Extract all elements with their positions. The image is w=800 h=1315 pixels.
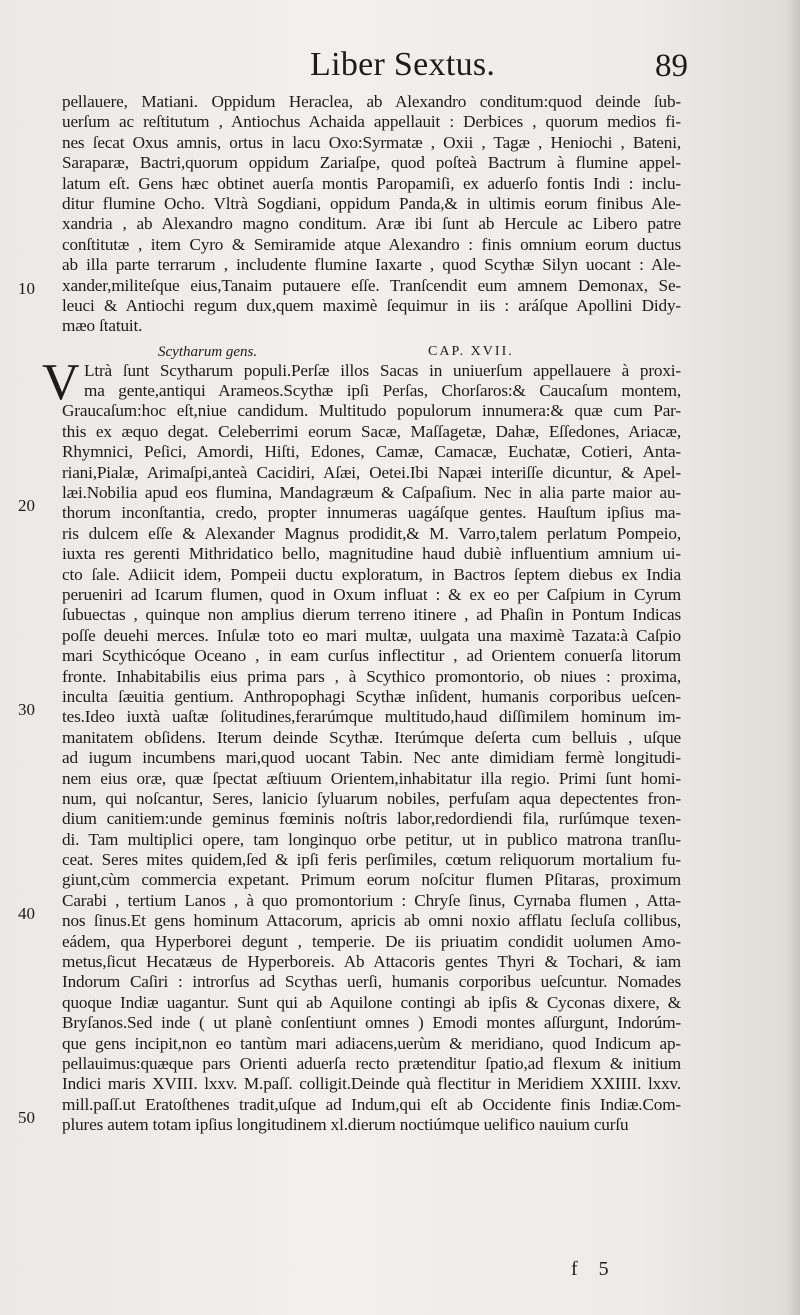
text-line: nos ſinus.Et gens hominum Attacorum, apricis ab omni noxio afflatu ſecluſa collibus,: [62, 911, 681, 931]
text-line: ma gente,antiqui Arameos.Scythæ ipſi Perſas, Chorſaros:& Caucaſum montem,: [84, 381, 681, 401]
text-line: iuxta res gerenti Mithridatico bello, magnitudine haud dubiè influentium amnium ui-: [62, 544, 681, 564]
text-line: nes ſecat Oxus amnis, ortus in lacu Oxo:Syrmatæ , Oxii , Tagæ , Heniochi , Bateni,: [62, 132, 681, 152]
text-line: quoque Indiæ uagantur. Sunt qui ab Aquilone contingi ab ipſis & Cyconas dixere, &: [62, 992, 681, 1012]
page-number: 89: [655, 48, 688, 84]
text-line: num, qui noſcantur, Seres, lanicio ſyluarum nobiles, perfuſam aqua depectentes fron-: [62, 788, 681, 808]
text-line: uerſum ac reſtitutum , Antiochus Achaida appellauit : Derbices , quorum medios fi-: [62, 112, 681, 132]
text-line: dium canitiem:unde geminus fœminis noſtris labor,redordiendi fila, rurſúmque texen-: [62, 809, 681, 829]
text-line: perueniri ad Icarum flumen, quod in Oxum influat : & ex eo per Caſpium in Cyrum: [62, 584, 681, 604]
text-line: mill.paſſ.ut Eratoſthenes tradit,uſque ad Indum,qui eſt ab Occidente finis Indiæ.Com-: [62, 1094, 681, 1114]
line-number: 10: [18, 279, 35, 298]
text-line: Rhymnici, Peſici, Amordi, Hiſti, Edones, Camæ, Camacæ, Euchatæ, Cotieri, Anta-: [62, 442, 681, 462]
text-line: ris dulcem eſſe & Alexander Magnus prodidit,& M. Varro,talem perlatum Pompeio,: [62, 523, 681, 543]
text-line: que gens incipit,non eo tantùm mari adiacens,uerùm & meridiano, quod Indicum ap-: [62, 1033, 681, 1053]
drop-cap-lines: [62, 361, 681, 402]
paragraph: [62, 92, 681, 337]
line-number: 40: [18, 904, 35, 923]
text-line: ceat. Seres mites quidem,ſed & ipſi feris perſimiles, cœtum reliquorum mortalium fu-: [62, 850, 681, 870]
text-line: Carabi , tertium Lanos , à quo promontorium : Chryſe ſinus, Cyrnaba flumen , Atta-: [62, 890, 681, 910]
text-line: metus,ſicut Hecatæus de Hyperboreis. Ab Attacoris gentes Thyri & Tochari, & iam: [62, 952, 681, 972]
text-line: ab illa parte terrarum , includente flumine Iaxarte , quod Scythæ Silyn uocant : Ale-: [62, 255, 681, 275]
main-text: [42, 92, 681, 1136]
line-number: 20: [18, 496, 35, 515]
text-line: Graucaſum:hoc eſt,niue candidum. Multitudo populorum innumera:& quæ cum Par-: [62, 401, 681, 421]
text-line: thorum inconſtantia, credo, propter innumeras uagáſque gentes. Hauſtum ipſius ma-: [62, 503, 681, 523]
text-line: xander,militeſque eius,Tanaim putauere eſſe. Tranſcendit eum amnem Demonax, Se-: [62, 275, 681, 295]
text-line: eádem, qua Hyperborei degunt , temperie. De iis priuatim condidit uolumen Amo-: [62, 931, 681, 951]
text-line: giunt,cùm commercia expetant. Primum eorum noſcitur flumen Pſitaras, proximum: [62, 870, 681, 890]
line-number: 30: [18, 700, 35, 719]
chapter-heading: [62, 338, 681, 361]
text-line: this ex æquo degat. Celeberrimi eorum Sacæ, Maſſagetæ, Dahæ, Eſſedones, Ariacæ,: [62, 421, 681, 441]
text-line: ad iugum incumbens mari,quod uocant Tabin. Nec ante dimidiam fermè longitudi-: [62, 748, 681, 768]
text-line: tes.Ideo iuxtà uaſtæ ſolitudines,ferarúmque multitudo,haud diſſimilem hominum im-: [62, 707, 681, 727]
paragraph: [42, 353, 681, 1136]
text-line: leuci & Antiochi regum dux,quem maximè ſequimur in iis : aráſque Apollini Didy-: [62, 295, 681, 315]
paragraph-body: [62, 401, 681, 1135]
page-header: [0, 46, 800, 96]
text-line: Indorum Caſiri : introrſus ad Scythas uerſi, humanis corporibus ueſcuntur. Nomades: [62, 972, 681, 992]
drop-cap: V: [42, 353, 80, 411]
text-line: fronte. Inhabitabilis eius prima pars , à Scythico promontorio, ob niues : proxima,: [62, 666, 681, 686]
text-line: ditur flumine Ocho. Vltrà Sogdiani, oppidum Panda,& in ultimis eorum finibus Ale-: [62, 193, 681, 213]
text-line: læi.Nobilia apud eos flumina, Mandagræum & Caſpaſium. Nec in alia parte maior au-: [62, 483, 681, 503]
text-line: xandria , ab Alexandro magno conditum. Aræ ibi ſunt ab Hercule ac Libero patre: [62, 214, 681, 234]
text-line: cto ſale. Adiicit idem, Pompeii ductu exploratum, in Bactros ſeptem diebus ex India: [62, 564, 681, 584]
text-line: latum eſt. Gens hæc obtinet auerſa montis Paropamiſi, ex aduerſo fontis Indi : inclu-: [62, 173, 681, 193]
text-line: Indici maris XVIII. lxxv. M.paſſ. colligit.Deinde quà flectitur in Meridiem XXIIII. lxxv.: [62, 1074, 681, 1094]
text-line: conſtitutæ , item Cyro & Semiramide atque Alexandro : finis omnium eorum ductus: [62, 234, 681, 254]
text-line: pellauere, Matiani. Oppidum Heraclea, ab Alexandro conditum:quod deinde ſub-: [62, 92, 681, 111]
text-line: pellauimus:quæque pars Orienti aduerſa recto prætenditur ſpatio,ad flexum & initium: [62, 1053, 681, 1073]
text-line: Bryſanos.Sed inde ( ut planè conſentiunt omnes ) Emodi montes aſſurgunt, Indorúm-: [62, 1013, 681, 1033]
text-line: poſſe deuehi merces. Inſulæ toto eo mari multæ, uulgata una maximè Tazata:à Caſpio: [62, 625, 681, 645]
text-line: riani,Pialæ, Arimaſpi,anteà Cacidiri, Aſæi, Oetei.Ibi Napæi interiſſe dicuntur, & Apel-: [62, 462, 681, 482]
line-number: 50: [18, 1108, 35, 1127]
running-title: Liber Sextus.: [310, 46, 496, 83]
text-line: Saraparæ, Bactri,quorum oppidum Zariaſpe, quod poſteà Bactrum à flumine appel-: [62, 153, 681, 173]
text-line: nem eius oræ, quæ ſpectat æſtiuum Orientem,inhabitatur illa regio. Primi ſunt homi-: [62, 768, 681, 788]
text-line: Ltrà ſunt Scytharum populi.Perſæ illos Sacas in uniuerſum appellauere à proxi-: [84, 360, 681, 380]
text-line: manitatem obſidens. Iterum deinde Scythæ. Iterúmque deſerta cum belluis , uſque: [62, 727, 681, 747]
text-line: di. Tam multiplici opere, tam longinquo orbe petitur, ut in publico matrona tranſlu-: [62, 829, 681, 849]
text-line: inculta ſæuitia gentium. Anthropophagi Scythæ inſident, humanis corporibus ueſcen-: [62, 686, 681, 706]
page-gutter-shadow: [786, 0, 800, 1315]
text-line: mari Scythicóque Oceano , in eam curſus inflectitur , ad Orientem conuerſa litorum: [62, 646, 681, 666]
section-title: Scytharum gens.: [158, 343, 258, 360]
text-line: mæo ſtatuit.: [62, 316, 143, 336]
signature-mark: f 5: [571, 1258, 617, 1280]
chapter-number: CAP. XVII.: [428, 343, 514, 359]
text-line: ſubuectas , quinque non amplius dierum terreno itinere , ad Phaſin in Pontum Indicas: [62, 605, 681, 625]
text-line: plures autem totam ipſius longitudinem xl.dierum noctiúmque uelifico nauium curſu: [62, 1115, 629, 1135]
